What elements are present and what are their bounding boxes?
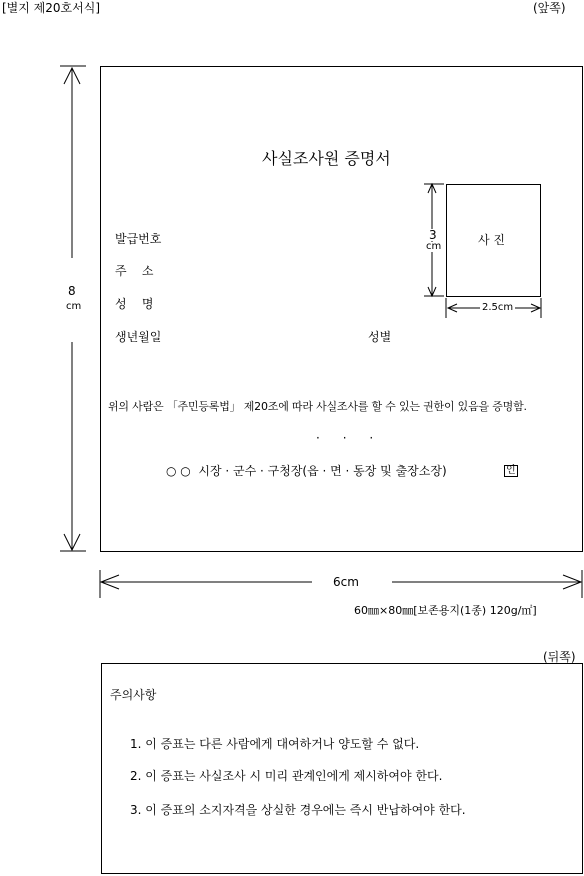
- form-number-label: [별지 제20호서식]: [2, 1, 100, 15]
- issuer-line: ○ ○ 시장 · 군수 · 구청장(읍 · 면 · 동장 및 출장소장): [166, 464, 447, 478]
- field-issue-number: 발급번호: [115, 232, 162, 246]
- seal-mark: 인: [506, 465, 516, 476]
- photo-label: 사 진: [478, 233, 505, 247]
- note-item: 1. 이 증표는 다른 사람에게 대여하거나 양도할 수 없다.: [130, 737, 420, 751]
- card-title: 사실조사원 증명서: [262, 149, 391, 168]
- height-value: 8: [68, 284, 76, 298]
- paper-spec: 60㎜×80㎜[보존용지(1종) 120g/㎡]: [354, 604, 537, 617]
- note-item: 2. 이 증표는 사실조사 시 미리 관계인에게 제시하여야 한다.: [130, 769, 443, 783]
- photo-height-value: 3: [429, 228, 437, 242]
- field-sex: 성별: [368, 330, 392, 344]
- certification-text: 위의 사람은 「주민등록법」 제20조에 따라 사실조사를 할 수 있는 권한이 있음을 증명함.: [108, 400, 527, 413]
- width-label: 6cm: [333, 575, 359, 589]
- field-birthdate: 생년월일: [115, 330, 162, 344]
- photo-height-unit: cm: [426, 241, 442, 252]
- note-item: 3. 이 증표의 소지자격을 상실한 경우에는 즉시 반납하여야 한다.: [130, 803, 466, 817]
- photo-width-label: 2.5cm: [482, 302, 514, 313]
- field-address: 주 소: [115, 264, 154, 278]
- field-name: 성 명: [115, 297, 154, 311]
- date-dots: · · ·: [316, 431, 374, 445]
- back-side-label: (뒤쪽): [543, 650, 576, 664]
- notes-title: 주의사항: [110, 688, 157, 702]
- front-side-label: (앞쪽): [533, 1, 566, 15]
- height-unit: cm: [66, 301, 82, 312]
